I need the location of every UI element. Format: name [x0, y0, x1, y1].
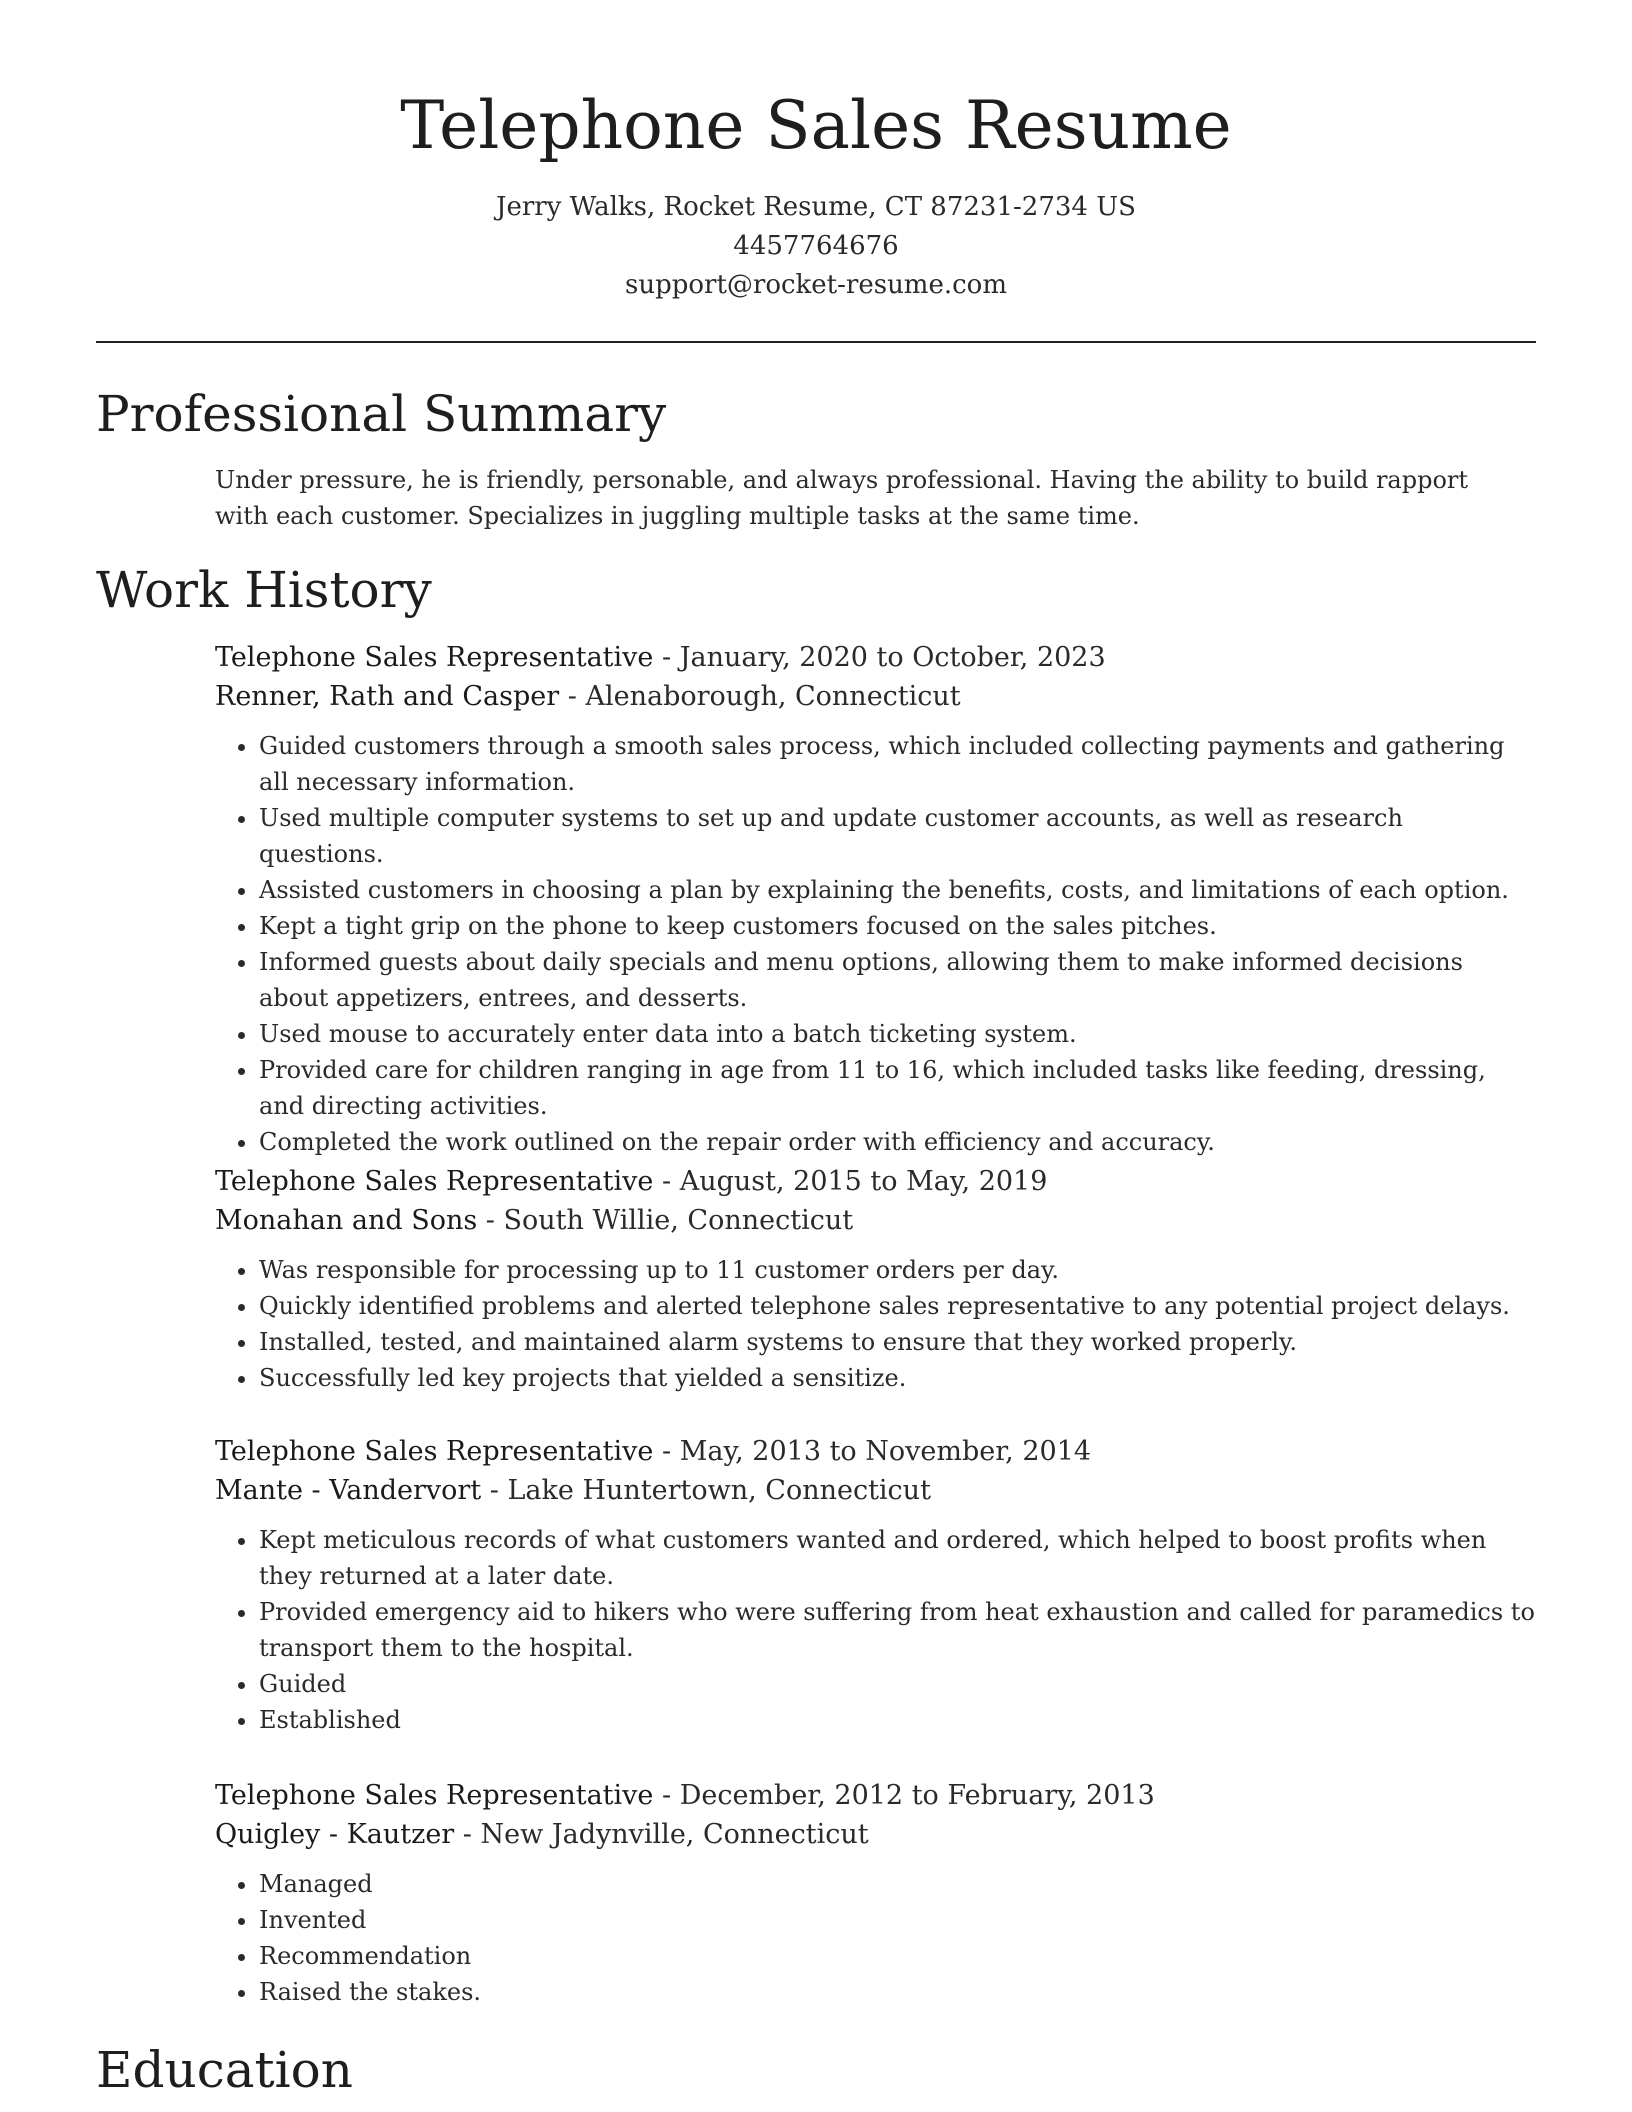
job-bullet: • Kept a tight grip on the phone to keep customers focused on the sales pitches. [259, 908, 1535, 944]
job-entry [215, 1776, 1535, 2010]
job-location: New Jadynville, Connecticut [480, 1819, 869, 1850]
header-divider [96, 341, 1536, 343]
job-bullets [215, 1866, 1535, 2010]
job-title: Telephone Sales Representative [215, 1780, 654, 1811]
job-bullet: • Raised the stakes. [259, 1974, 1535, 2010]
job-bullet: • Established [259, 1702, 1535, 1738]
job-dates: August, 2015 to May, 2019 [679, 1166, 1048, 1197]
contact-email: support@rocket-resume.com [624, 270, 1007, 300]
page-title: Telephone Sales Resume [400, 87, 1232, 164]
contact-phone: 4457764676 [733, 231, 899, 261]
job-bullet: • Kept meticulous records of what customers wanted and ordered, which helped to boost profits when they returned at a later date. [259, 1522, 1535, 1594]
job-company: Renner, Rath and Casper [215, 681, 560, 712]
job-entry [215, 638, 1535, 1160]
job-location: Alenaborough, Connecticut [585, 681, 961, 712]
job-bullet: • Provided emergency aid to hikers who were suffering from heat exhaustion and called for paramedics to transport them to the hospital. [259, 1594, 1535, 1666]
job-bullet: • Provided care for children ranging in age from 11 to 16, which included tasks like feeding, dressing, and directing activities. [259, 1052, 1535, 1124]
job-company: Mante - Vandervort [215, 1475, 482, 1506]
job-title-line: Telephone Sales Representative - January, 2020 to October, 2023 [215, 642, 1106, 673]
job-bullet: • Used mouse to accurately enter data into a batch ticketing system. [259, 1016, 1535, 1052]
job-bullet: • Assisted customers in choosing a plan by explaining the benefits, costs, and limitations of each option. [259, 872, 1535, 908]
job-bullet: • Guided customers through a smooth sales process, which included collecting payments and gathering all necessary information. [259, 728, 1535, 800]
job-bullets [215, 1522, 1535, 1738]
job-location: South Willie, Connecticut [503, 1205, 854, 1236]
job-bullet: • Completed the work outlined on the repair order with efficiency and accuracy. [259, 1124, 1535, 1160]
job-company-line: Renner, Rath and Casper - Alenaborough, Connecticut [215, 681, 961, 712]
job-dates: December, 2012 to February, 2013 [679, 1780, 1155, 1811]
job-title: Telephone Sales Representative [215, 1436, 654, 1467]
work-history-heading: Work History [96, 561, 432, 619]
job-title-line: Telephone Sales Representative - August, 2015 to May, 2019 [215, 1166, 1048, 1197]
job-company-line: Monahan and Sons - South Willie, Connecticut [215, 1205, 854, 1236]
contact-address: Jerry Walks, Rocket Resume, CT 87231-2734 US [496, 192, 1136, 222]
job-entry [215, 1432, 1535, 1738]
job-title: Telephone Sales Representative [215, 1166, 654, 1197]
resume-header [0, 0, 1632, 305]
job-dates: January, 2020 to October, 2023 [679, 642, 1106, 673]
job-title-line: Telephone Sales Representative - May, 2013 to November, 2014 [215, 1436, 1092, 1467]
job-bullet: • Installed, tested, and maintained alarm systems to ensure that they worked properly. [259, 1324, 1535, 1360]
summary-text: Under pressure, he is friendly, personable, and always professional. Having the ability to build rapport with each customer. Specializes in juggling multiple tasks at the same time. [215, 466, 1469, 530]
summary-heading: Professional Summary [96, 385, 667, 443]
job-title: Telephone Sales Representative [215, 642, 654, 673]
job-company-line: Quigley - Kautzer - New Jadynville, Connecticut [215, 1819, 869, 1850]
job-bullet: • Used multiple computer systems to set up and update customer accounts, as well as research questions. [259, 800, 1535, 872]
job-bullet: • Informed guests about daily specials and menu options, allowing them to make informed decisions about appetizers, entrees, and desserts. [259, 944, 1535, 1016]
job-bullets [215, 1252, 1535, 1396]
job-company-line: Mante - Vandervort - Lake Huntertown, Connecticut [215, 1475, 931, 1506]
job-company: Quigley - Kautzer [215, 1819, 455, 1850]
job-location: Lake Huntertown, Connecticut [507, 1475, 931, 1506]
job-bullet: • Quickly identified problems and alerted telephone sales representative to any potential project delays. [259, 1288, 1535, 1324]
job-dates: May, 2013 to November, 2014 [679, 1436, 1092, 1467]
job-bullet: • Was responsible for processing up to 11 customer orders per day. [259, 1252, 1535, 1288]
job-bullet: • Successfully led key projects that yielded a sensitize. [259, 1360, 1535, 1396]
job-company: Monahan and Sons [215, 1205, 478, 1236]
job-entry [215, 1162, 1535, 1396]
contact-info [0, 188, 1632, 305]
job-bullet: • Invented [259, 1902, 1535, 1938]
job-title-line: Telephone Sales Representative - December, 2012 to February, 2013 [215, 1780, 1155, 1811]
job-bullets [215, 728, 1535, 1160]
education-heading: Education [96, 2041, 353, 2099]
job-bullet: • Guided [259, 1666, 1535, 1702]
job-bullet: • Managed [259, 1866, 1535, 1902]
job-bullet: • Recommendation [259, 1938, 1535, 1974]
